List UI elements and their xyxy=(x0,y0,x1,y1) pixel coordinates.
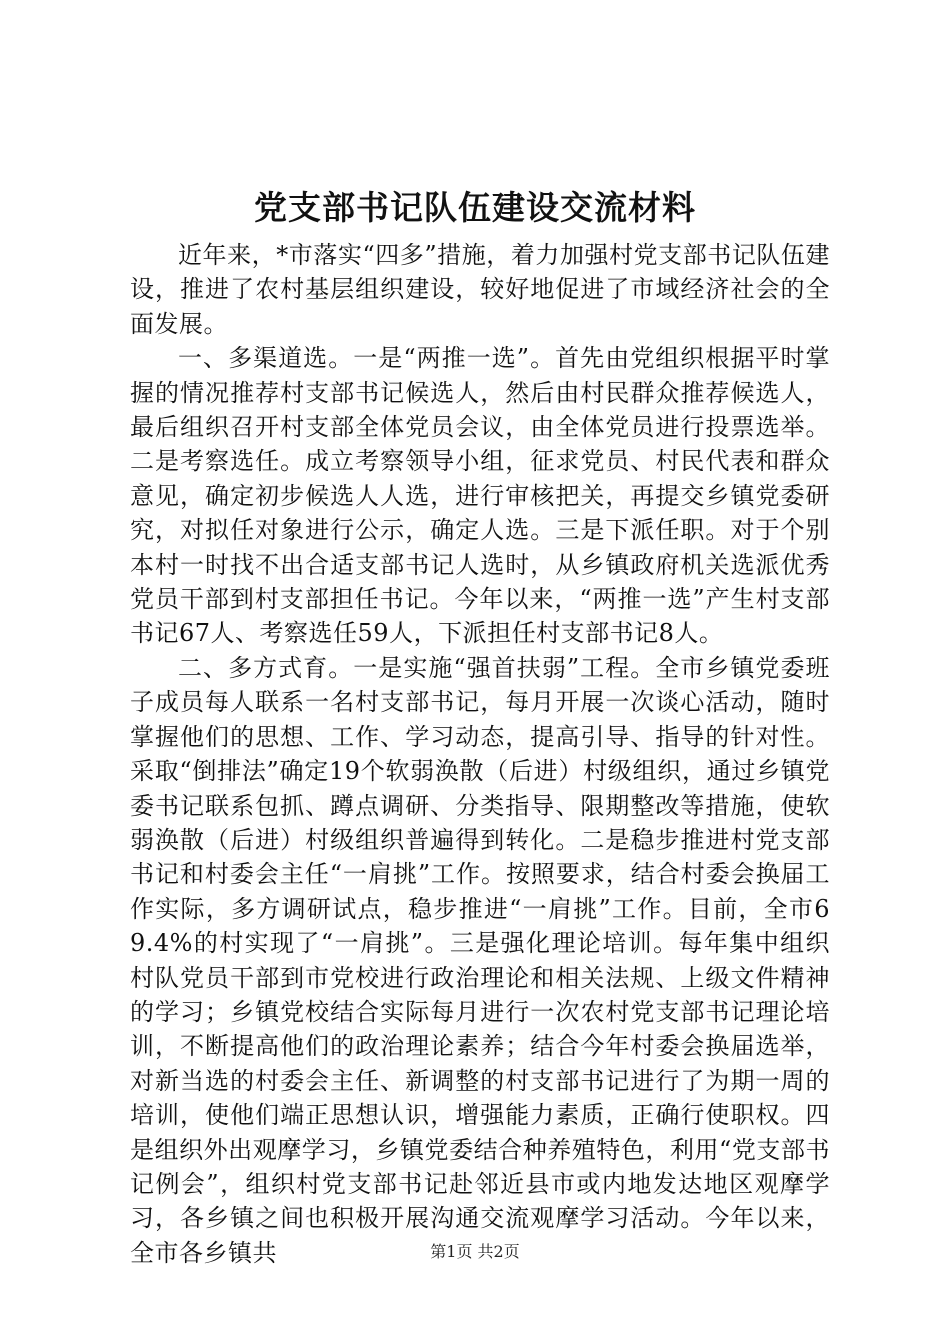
section-two-paragraph: 二、多方式育。一是实施“强首扶弱”工程。全市乡镇党委班子成员每人联系一名村支部书记，每月开展一次谈心活动，随时掌握他们的思想、工作、学习动态，提高引导、指导的针对性。采取“倒排法”确定19个软弱涣散（后进）村级组织，通过乡镇党委书记联系包抓、蹲点调研、分类指导、限期整改等措施，使软弱涣散（后进）村级组织普遍得到转化。二是稳步推进村党支部书记和村委会主任“一肩挑”工作。按照要求，结合村委会换届工作实际，多方调研试点，稳步推进“一肩挑”工作。目前，全市69.4%的村实现了“一肩挑”。三是强化理论培训。每年集中组织村队党员干部到市党校进行政治理论和相关法规、上级文件精神的学习；乡镇党校结合实际每月进行一次农村党支部书记理论培训，不断提高他们的政治理论素养；结合今年村委会换届选举，对新当选的村委会主任、新调整的村支部书记进行了为期一周的培训，使他们端正思想认识，增强能力素质，正确行使职权。四是组织外出观摩学习，乡镇党委结合种养殖特色，利用“党支部书记例会”，组织村党支部书记赴邻近县市或内地发达地区观摩学习，各乡镇之间也积极开展沟通交流观摩学习活动。今年以来，全市各乡镇共 xyxy=(130,653,830,1267)
document-body xyxy=(130,238,830,1270)
document-title: 党支部书记队伍建设交流材料 xyxy=(254,188,696,227)
intro-paragraph: 近年来，*市落实“四多”措施，着力加强村党支部书记队伍建设，推进了农村基层组织建设，较好地促进了市域经济社会的全面发展。 xyxy=(130,241,830,338)
page-number-footer: 第1页 共2页 xyxy=(430,1242,520,1261)
section-one-paragraph: 一、多渠道选。一是“两推一选”。首先由党组织根据平时掌握的情况推荐村支部书记候选人，然后由村民群众推荐候选人，最后组织召开村支部全体党员会议，由全体党员进行投票选举。二是考察选任。成立考察领导小组，征求党员、村民代表和群众意见，确定初步候选人人选，进行审核把关，再提交乡镇党委研究，对拟任对象进行公示，确定人选。三是下派任职。对于个别本村一时找不出合适支部书记人选时，从乡镇政府机关选派优秀党员干部到村支部担任书记。今年以来，“两推一选”产生村支部书记67人、考察选任59人，下派担任村支部书记8人。 xyxy=(130,344,830,648)
